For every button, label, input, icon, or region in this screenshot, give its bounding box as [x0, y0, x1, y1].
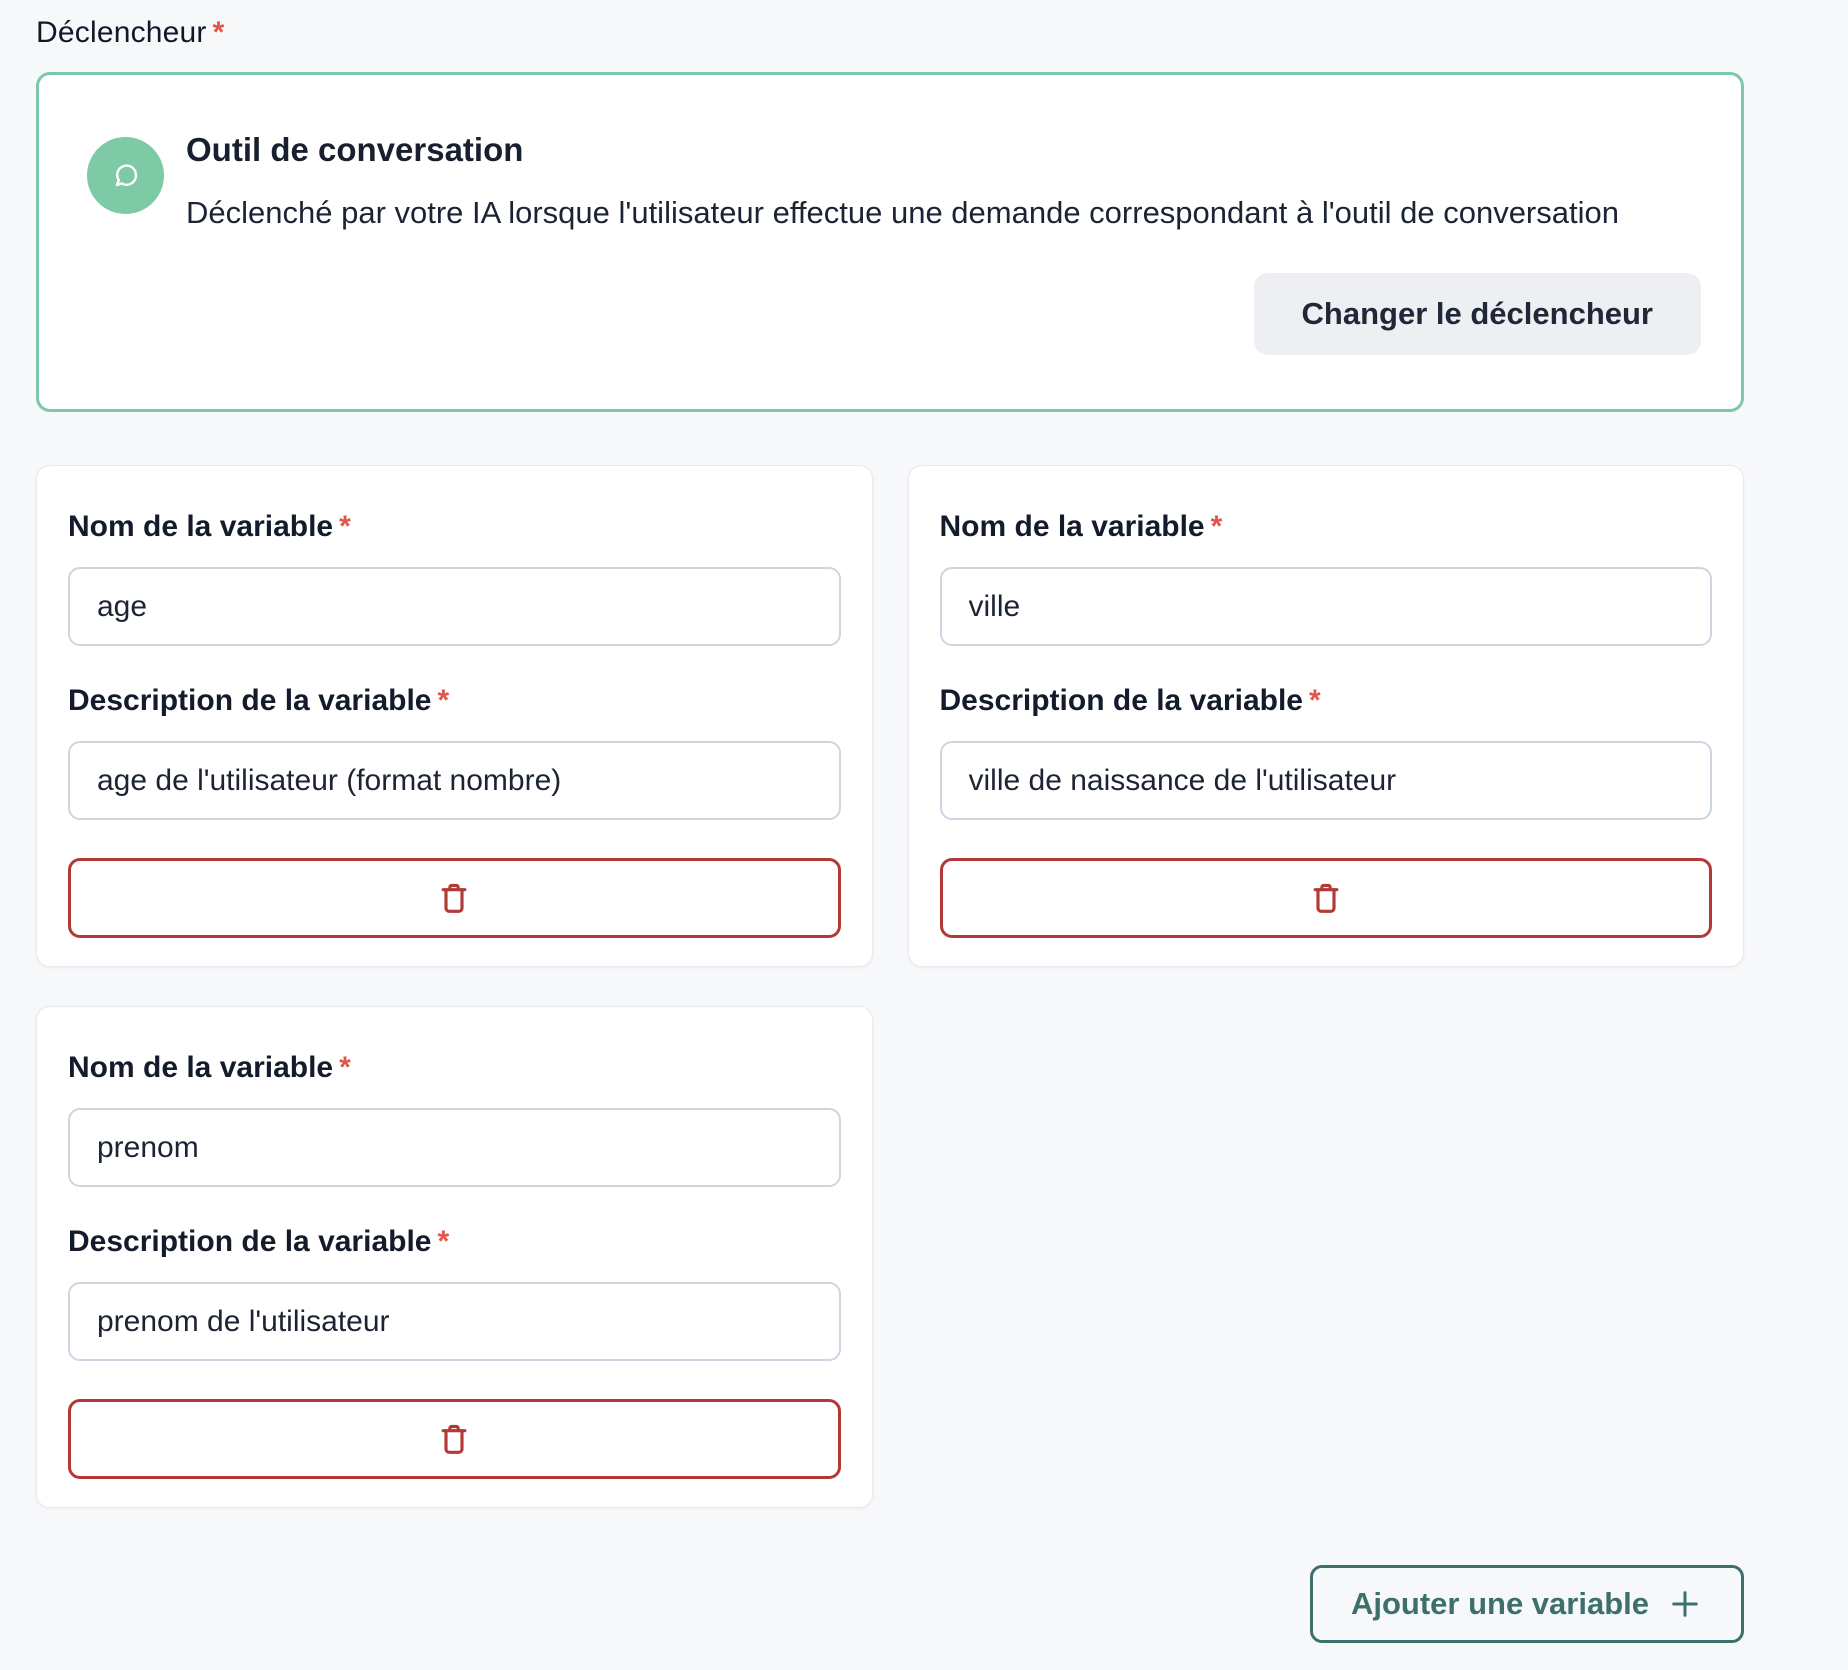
variable-description-label-text: Description de la variable [68, 1225, 432, 1258]
add-variable-row [36, 1565, 1744, 1643]
delete-variable-button[interactable] [68, 1399, 841, 1479]
change-trigger-button[interactable]: Changer le déclencheur [1254, 273, 1701, 355]
required-asterisk: * [437, 684, 450, 717]
required-asterisk: * [1308, 684, 1321, 717]
delete-variable-button[interactable] [68, 858, 841, 938]
variable-description-label-text: Description de la variable [68, 684, 432, 717]
variable-description-label [940, 684, 1713, 718]
delete-variable-button[interactable] [940, 858, 1713, 938]
variable-description-label [68, 684, 841, 718]
variable-name-label-text: Nom de la variable [68, 1051, 334, 1084]
required-asterisk: * [1210, 510, 1223, 543]
trash-icon [1306, 878, 1346, 918]
trigger-card-texts [186, 131, 1619, 231]
trigger-field-label [36, 16, 1744, 50]
variable-description-input[interactable] [68, 741, 841, 820]
required-asterisk: * [339, 510, 351, 543]
required-asterisk: * [437, 1225, 450, 1258]
variable-description-label-text: Description de la variable [939, 684, 1303, 717]
trash-icon [434, 1419, 474, 1459]
variable-name-label [940, 510, 1713, 544]
add-variable-label: Ajouter une variable [1350, 1586, 1649, 1621]
variable-card [36, 465, 873, 967]
variable-name-label-text: Nom de la variable [68, 510, 334, 543]
variables-grid [36, 465, 1744, 1508]
variable-card [908, 465, 1745, 967]
trigger-card [36, 72, 1744, 412]
variable-name-input[interactable] [68, 567, 841, 646]
variable-description-input[interactable] [68, 1282, 841, 1361]
variable-name-label [68, 1051, 841, 1085]
plus-icon [1667, 1586, 1703, 1622]
trigger-required-asterisk: * [212, 16, 225, 49]
add-variable-button[interactable] [1310, 1565, 1744, 1643]
variable-card [36, 1006, 873, 1508]
trigger-card-header [87, 131, 1701, 231]
trash-icon [434, 878, 474, 918]
variable-name-input[interactable] [68, 1108, 841, 1187]
variable-name-label-text: Nom de la variable [939, 510, 1205, 543]
variable-description-label [68, 1225, 841, 1259]
speech-bubble-icon [87, 137, 164, 214]
trigger-label-text: Déclencheur [36, 16, 207, 49]
variable-description-input[interactable] [940, 741, 1713, 820]
variable-name-input[interactable] [940, 567, 1713, 646]
variable-name-label [68, 510, 841, 544]
trigger-title: Outil de conversation [186, 131, 524, 168]
trigger-card-actions [87, 273, 1701, 355]
required-asterisk: * [339, 1051, 351, 1084]
trigger-description: Déclenché par votre IA lorsque l'utilisateur effectue une demande correspondant à l'outil de conversation [186, 195, 1619, 230]
